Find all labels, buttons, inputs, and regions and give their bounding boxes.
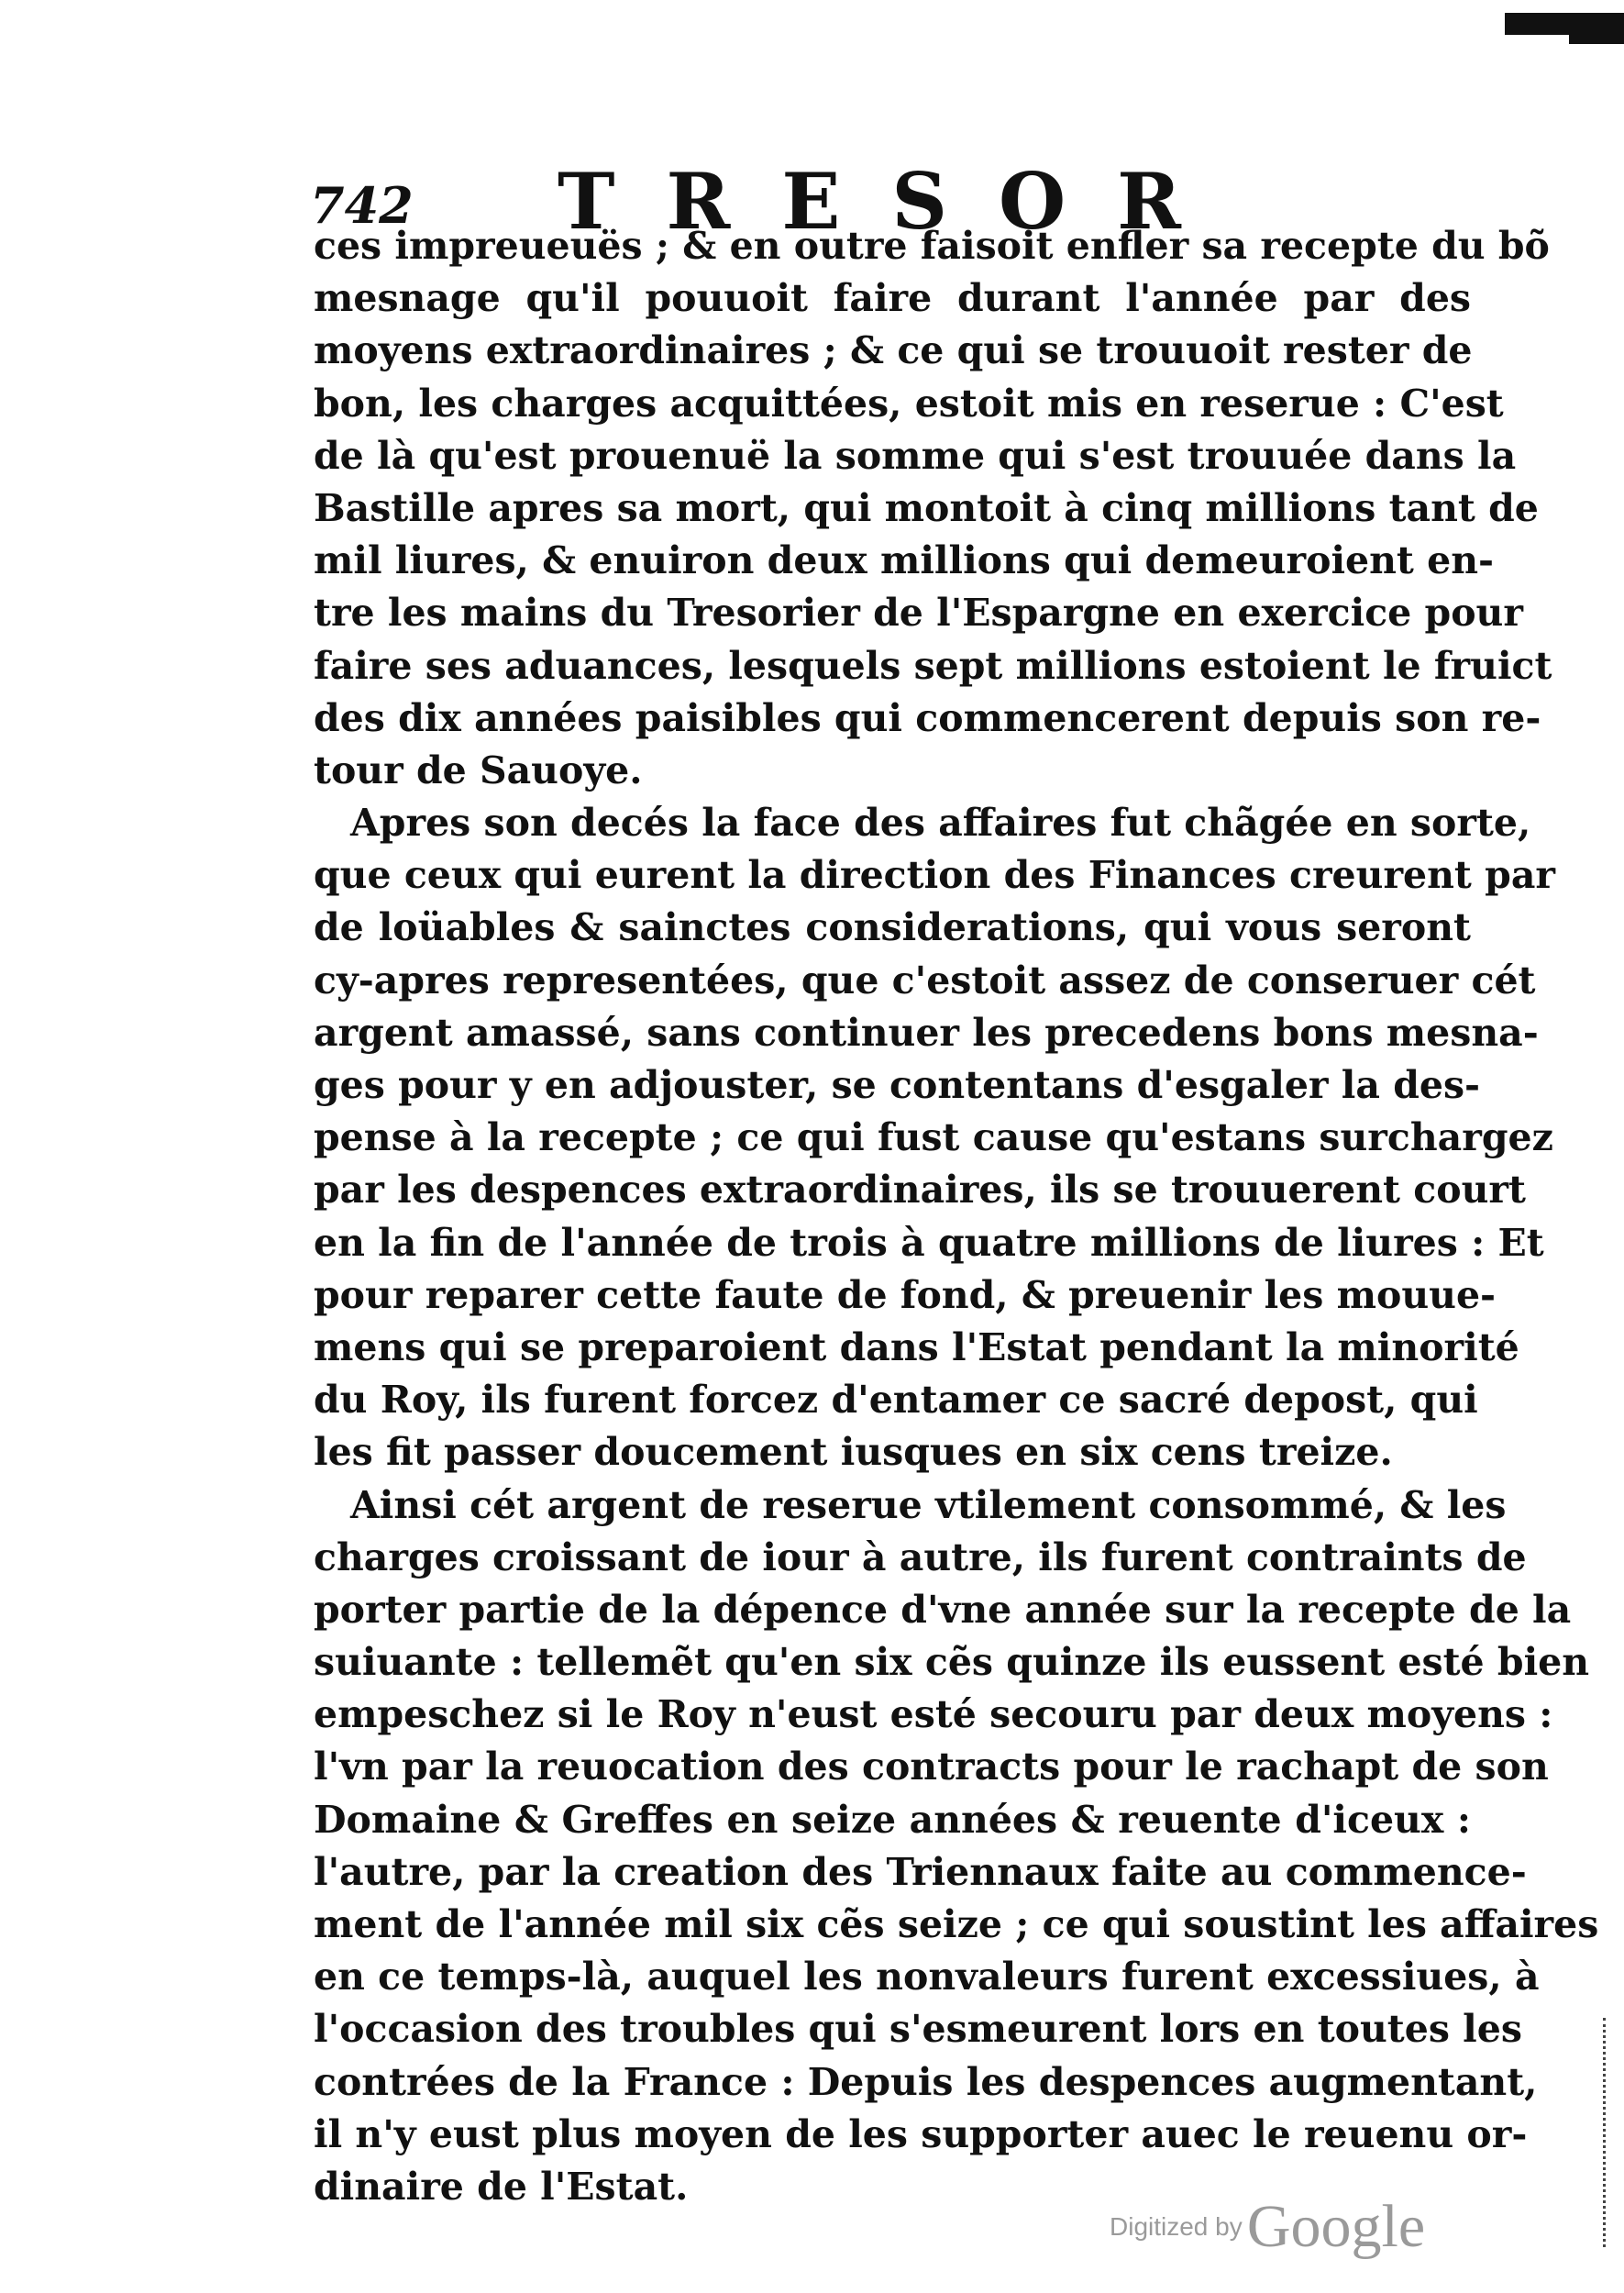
text-line: ment de l'année mil six cẽs seize ; ce qui soustint les affaires (314, 1902, 1599, 1946)
running-title: TRESOR (558, 156, 1232, 247)
page-number: 742 (310, 176, 414, 235)
text-line: empeschez si le Roy n'eust esté secouru par deux moyens : (314, 1692, 1553, 1737)
text-line: l'occasion des troubles qui s'esmeurent lors en toutes les (314, 2007, 1522, 2052)
text-line: mens qui se preparoient dans l'Estat pendant la minorité (314, 1324, 1519, 1369)
text-line: ges pour y en adjouster, se contentans d'esgaler la des- (314, 1063, 1481, 1107)
text-line: les fit passer doucement iusques en six cens treize. (314, 1430, 1393, 1475)
text-line: dinaire de l'Estat. (314, 2164, 689, 2209)
text-line: bon, les charges acquittées, estoit mis en reserue : C'est (314, 381, 1504, 426)
text-line: l'vn par la reuocation des contracts pour le rachapt de son (314, 1745, 1549, 1789)
scan-corner-mark (1505, 13, 1624, 35)
text-line: Bastille apres sa mort, qui montoit à cinq millions tant de (314, 485, 1539, 530)
text-line: mesnage qu'il pouuoit faire durant l'année par des (314, 276, 1471, 321)
text-line: argent amassé, sans continuer les precedens bons mesna- (314, 1010, 1539, 1055)
text-line: Apres son decés la face des affaires fut chãgée en sorte, (350, 801, 1531, 846)
text-line: mil liures, & enuiron deux millions qui demeuroient en- (314, 538, 1495, 583)
body-text (314, 220, 1599, 2213)
text-line: du Roy, ils furent forcez d'entamer ce sacré depost, qui (314, 1378, 1478, 1423)
text-line: Ainsi cét argent de reserue vtilement consommé, & les (350, 1482, 1507, 1527)
text-line: que ceux qui eurent la direction des Finances creurent par (314, 853, 1555, 898)
text-line: des dix années paisibles qui commencerent depuis son re- (314, 695, 1541, 740)
text-line: moyens extraordinaires ; & ce qui se trouuoit rester de (314, 328, 1473, 373)
text-line: pour reparer cette faute de fond, & preuenir les mouue- (314, 1272, 1497, 1317)
text-line: cy-apres representées, que c'estoit assez de conseruer cét (314, 958, 1536, 1002)
text-line: par les despences extraordinaires, ils se trouuerent court (314, 1168, 1526, 1213)
text-line: Domaine & Greffes en seize années & reuente d'iceux : (314, 1797, 1471, 1842)
text-line: en la fin de l'année de trois à quatre millions de liures : Et (314, 1220, 1544, 1265)
text-line: en ce temps-là, auquel les nonvaleurs furent excessiues, à (314, 1955, 1540, 1999)
text-line: pense à la recepte ; ce qui fust cause qu'estans surchargez (314, 1115, 1553, 1160)
text-line: porter partie de la dépence d'vne année sur la recepte de la (314, 1587, 1572, 1632)
text-line: contrées de la France : Depuis les despences augmentant, (314, 2059, 1538, 2104)
digitized-by-label: Digitized by (1110, 2212, 1243, 2241)
text-line: tour de Sauoye. (314, 748, 643, 792)
text-line: de là qu'est prouenuë la somme qui s'est trouuée dans la (314, 433, 1517, 478)
text-line: de loüables & sainctes considerations, qui vous seront (314, 905, 1471, 950)
digitized-by-google-watermark (1110, 2192, 1425, 2265)
google-logo-text: Google (1246, 2193, 1426, 2260)
scan-edge-mark (1594, 2018, 1606, 2247)
text-line: tre les mains du Tresorier de l'Espargne en exercice pour (314, 591, 1523, 636)
text-line: faire ses aduances, lesquels sept millions estoient le fruict (314, 643, 1552, 688)
text-line: charges croissant de iour à autre, ils furent contraints de (314, 1534, 1527, 1579)
text-line: il n'y eust plus moyen de les supporter auec le reuenu or- (314, 2111, 1528, 2156)
text-line: suiuante : tellemẽt qu'en six cẽs quinze ils eussent esté bien (314, 1640, 1590, 1685)
text-line: l'autre, par la creation des Triennaux faite au commence- (314, 1849, 1527, 1894)
text-line: ces impreueuës ; & en outre faisoit enfler sa recepte du bõ (314, 224, 1550, 268)
